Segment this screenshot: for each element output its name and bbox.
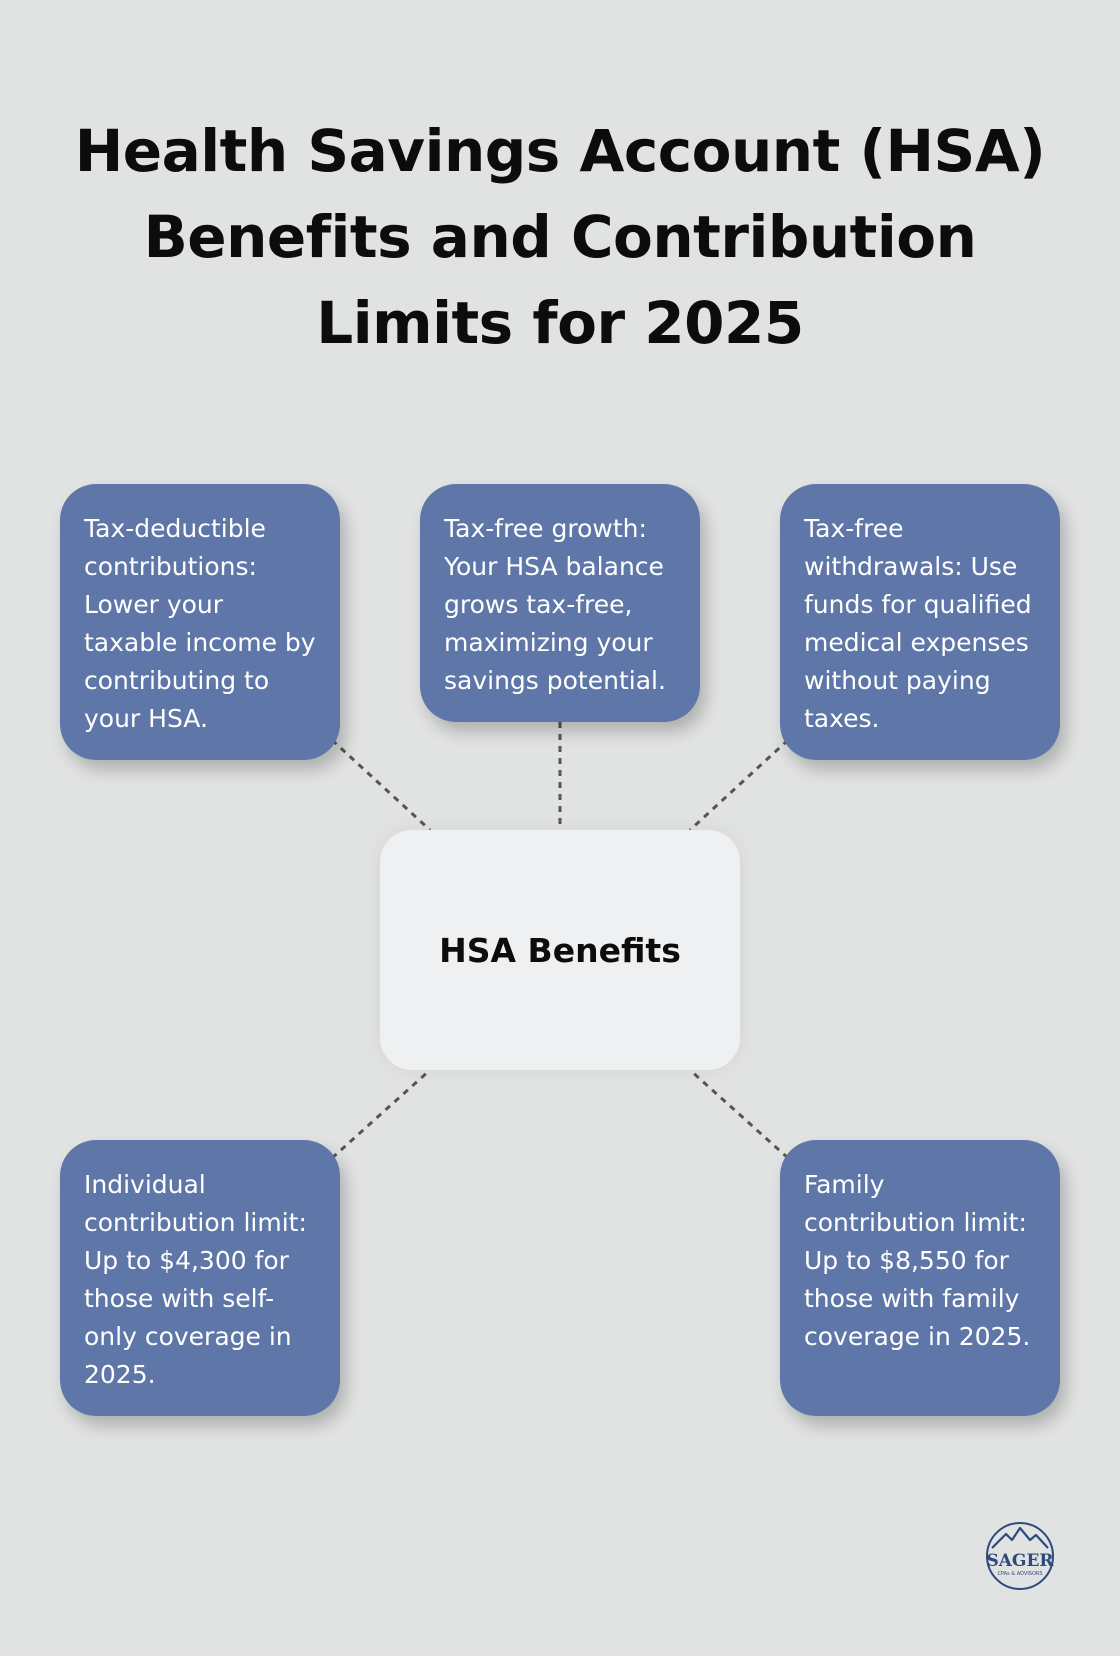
benefit-card-family-limit	[780, 1140, 1060, 1416]
sager-logo	[978, 1520, 1062, 1592]
benefit-text: Tax-free withdrawals: Use funds for qualified medical expenses without paying taxes.	[804, 514, 1032, 733]
connector-family-limit	[690, 1070, 788, 1158]
benefit-card-tax-free-growth	[420, 484, 700, 722]
central-node	[380, 830, 740, 1070]
title-line-1: Health Savings Account (HSA)	[74, 117, 1046, 185]
benefit-text: Tax-deductible contributions: Lower your taxable income by contributing to your HSA.	[84, 514, 316, 733]
benefit-card-tax-free-withdrawals	[780, 484, 1060, 760]
connector-tax-deductible	[332, 740, 430, 830]
logo-tagline: CPAs & ADVISORS	[997, 1571, 1043, 1577]
logo-name: SAGER	[986, 1551, 1054, 1571]
benefit-text: Family contribution limit: Up to $8,550 for those with family coverage in 2025.	[804, 1170, 1031, 1351]
connector-tax-free-withdrawals	[690, 740, 788, 830]
title-line-3: Limits for 2025	[316, 289, 804, 357]
mountain-icon	[992, 1528, 1048, 1548]
benefit-card-tax-deductible	[60, 484, 340, 760]
benefit-text: Tax-free growth: Your HSA balance grows tax-free, maximizing your savings potential.	[444, 514, 666, 695]
connector-individual-limit	[332, 1070, 430, 1158]
central-node-label: HSA Benefits	[439, 930, 681, 970]
title-line-2: Benefits and Contribution	[143, 203, 977, 271]
benefit-text: Individual contribution limit: Up to $4,300 for those with self-only coverage in 2025.	[84, 1170, 307, 1389]
benefit-card-individual-limit	[60, 1140, 340, 1416]
